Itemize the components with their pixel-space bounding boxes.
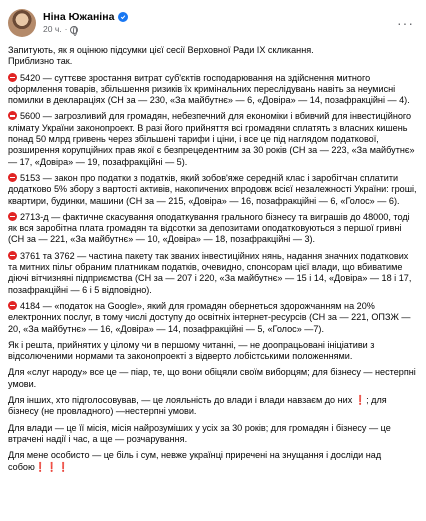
- list-item-text: 5420 — суттєве зростання витрат суб'єктів господарювання на здійснення митного оформлення товарів, збільшення ризиків їх кримінальних переслідувань навіть за неумисні помилки в деклараціях (СН за — 230, «За майбутнє» — 6, «Довіра» — 14, позафракційні — 4).: [8, 72, 410, 106]
- author-avatar[interactable]: [8, 9, 36, 37]
- author-block: [43, 11, 128, 35]
- list-item: [8, 301, 418, 335]
- closing-paragraph: Для влади — це її місія, місія найрозуміших у усіх за 30 років; для громадян і бізнесу — це втрачені надії і час, а ще — розчарування.: [8, 422, 391, 444]
- closing-paragraph: [8, 395, 418, 418]
- globe-icon: [70, 26, 78, 34]
- list-item-text: 3761 та 3762 — частина пакету так званих інвестиційних нянь, надання значних податкових та митних пільг обраним платникам податків, очевидно, спонсорам цієї влади, що вбиватиме діючі вітчизняні підприємства (СН за — 207 і 220, «За майбутнє» — 15 і 14, «Довіра» — 18 і 17, позафракційні — 6 і 5 відповідно).: [8, 250, 412, 295]
- closing-paragraph: Як і решта, прийнятих у цілому чи в першому читанні, — не доопрацьовані ініціативи з відсолюченими нормами та законопроекті з відверто лобістськими положеннями.: [8, 339, 375, 362]
- verified-badge-icon: [118, 12, 128, 22]
- closing-paragraph: [8, 450, 418, 473]
- exclamation-icon: ❗: [354, 395, 367, 406]
- list-item-text: 2713-д — фактичне скасування оподаткування грального бізнесу та виграшів до 48000, тоді як вся заробітна плата громадян та відсотки за депозитами оподатковуються з першої гривні (СН за — 221, «За майбутнє» — 10, «Довіра» — 18, позафракційні — 3).: [8, 211, 410, 245]
- minus-circle-icon: [8, 301, 17, 310]
- list-item-text: 4184 — «податок на Google», який для громадян обернеться здорожчанням на 20% електронних послуг, в тому числі доступу до освітніх інтернет-ресурсів (СН за — 221, ОПЗЖ — 20, «За майбутнє» — 16, «Довіра» — 14, позафракційні — 5, «Голос» —7).: [8, 300, 411, 334]
- list-item: [8, 212, 418, 246]
- closing-paragraph: Для «слуг народу» все це — піар, те, що вони обіцяли своїм виборцям; для бізнесу — нестерпні умови.: [8, 367, 416, 389]
- list-item-text: 5600 — загрозливий для громадян, небезпечний для економіки і вбивчий для інвестиційного клімату України законопроект. В разі його прийняття всі громадяни сплатять з власних кишень понад 50 млрд гривень через збільшені тарифи і ціни, і все це під наглядом податкової, розширення корупційних прав якої є безпрецедентним за 30 років (СН за — 223, «За майбутнє» — 17, «Довіра» — 19, позафракційні — 5).: [8, 111, 415, 167]
- exclamation-icon: ❗❗❗: [34, 461, 69, 472]
- closing-text-tail: ; для бізнесу (не провладного) —нестерпні умови.: [8, 395, 387, 417]
- meta-separator: ·: [64, 24, 68, 34]
- minus-circle-icon: [8, 173, 17, 182]
- minus-circle-icon: [8, 111, 17, 120]
- post-header: [8, 8, 418, 38]
- post-time[interactable]: 20 ч.: [43, 24, 62, 34]
- post-meta: [43, 24, 128, 35]
- list-item: [8, 173, 418, 207]
- list-item-text: 5153 — закон про податки з податків, який зобов'яже середній клас і заробітчан сплатити додатково 5% збору з вартості активів, накопичених впродовж всієї незалежності України: гроші, квартири, будинки, машини (СН за — 215, «Довіра» — 16, позафракційні — 6, «Голос» — 6).: [8, 172, 417, 206]
- list-item: [8, 111, 418, 167]
- minus-circle-icon: [8, 212, 17, 221]
- closing-text: Для мене особисто — це біль і сум, невже українці приречені на знущання і досліди над собою: [8, 450, 382, 472]
- list-item: [8, 251, 418, 296]
- intro-line: Запитують, як я оцінюю підсумки цієї сесії Верховної Ради IX скликання.: [8, 45, 314, 55]
- more-options-icon[interactable]: ···: [397, 15, 414, 31]
- closing-text: Для інших, хто підголосовував, — це лояльність до влади і влади навзаєм до них: [8, 395, 353, 406]
- intro: [8, 45, 418, 68]
- intro-line: Приблизно так.: [8, 56, 73, 67]
- author-name[interactable]: Ніна Южаніна: [43, 11, 115, 23]
- list-item: [8, 73, 418, 107]
- author-name-row: [43, 11, 128, 23]
- post-body: [8, 45, 418, 473]
- minus-circle-icon: [8, 251, 17, 260]
- minus-circle-icon: [8, 73, 17, 82]
